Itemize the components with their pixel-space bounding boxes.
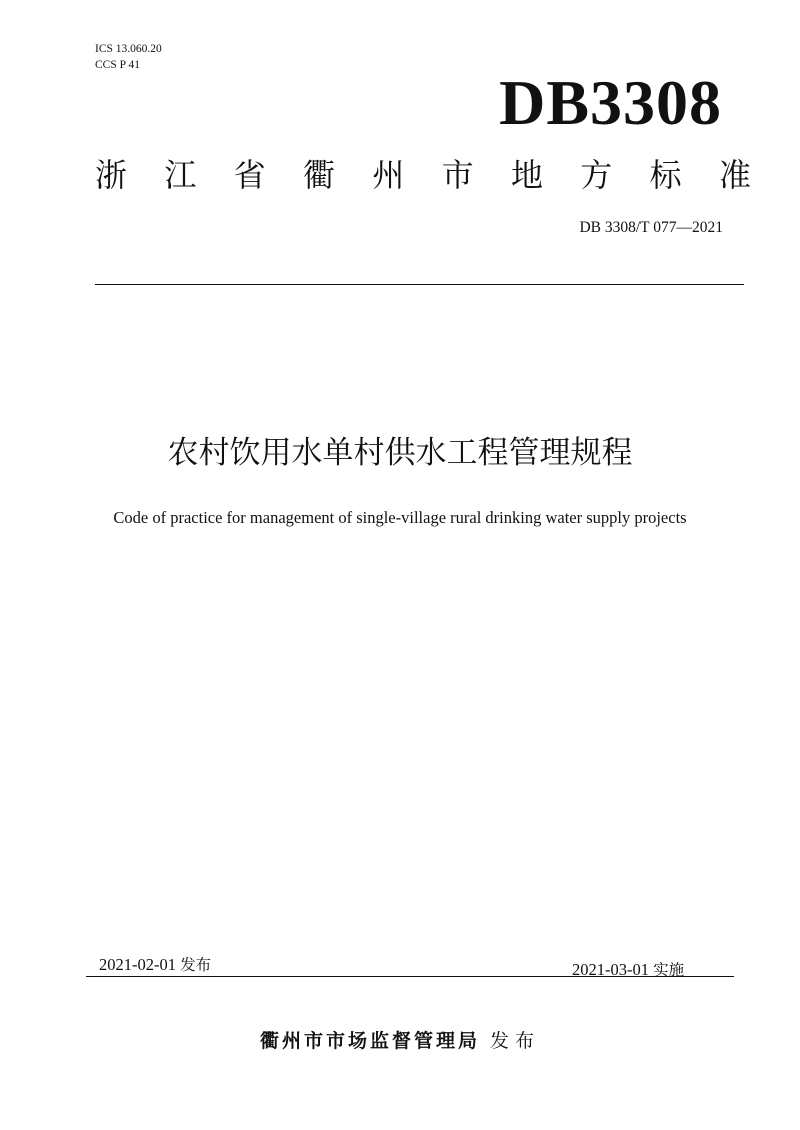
standard-number: DB 3308/T 077—2021 — [579, 219, 723, 236]
standard-type — [95, 153, 751, 197]
standard-type-char: 准 — [718, 156, 751, 194]
ics-code: ICS 13.060.20 — [95, 43, 162, 55]
standard-type-char: 江 — [164, 156, 197, 194]
implement-date-line — [572, 960, 684, 980]
standard-type-char: 衢 — [302, 156, 335, 194]
standard-type-char: 省 — [233, 156, 266, 194]
db-logo: DB3308 — [499, 67, 722, 138]
issue-label: 发布 — [180, 956, 212, 974]
standard-type-char: 方 — [580, 156, 613, 194]
standard-type-char: 标 — [649, 156, 682, 194]
standard-type-char: 地 — [510, 156, 543, 194]
footer-divider — [86, 976, 734, 977]
ccs-code: CCS P 41 — [95, 59, 140, 71]
implement-label: 实施 — [653, 961, 685, 979]
implement-date: 2021-03-01 — [572, 960, 649, 979]
document-title-english: Code of practice for management of single-village rural drinking water supply projects — [113, 508, 687, 527]
publisher-line — [0, 1028, 800, 1054]
publisher-action: 发布 — [490, 1030, 541, 1052]
standard-type-char: 州 — [372, 156, 405, 194]
document-title-chinese: 农村饮用水单村供水工程管理规程 — [167, 435, 633, 471]
standard-type-char: 市 — [441, 156, 474, 194]
publisher-organization: 衢州市市场监督管理局 — [259, 1030, 480, 1052]
standard-type-char: 浙 — [95, 156, 128, 194]
header-divider — [95, 284, 744, 285]
issue-date-line — [99, 955, 211, 975]
issue-date: 2021-02-01 — [99, 955, 176, 974]
